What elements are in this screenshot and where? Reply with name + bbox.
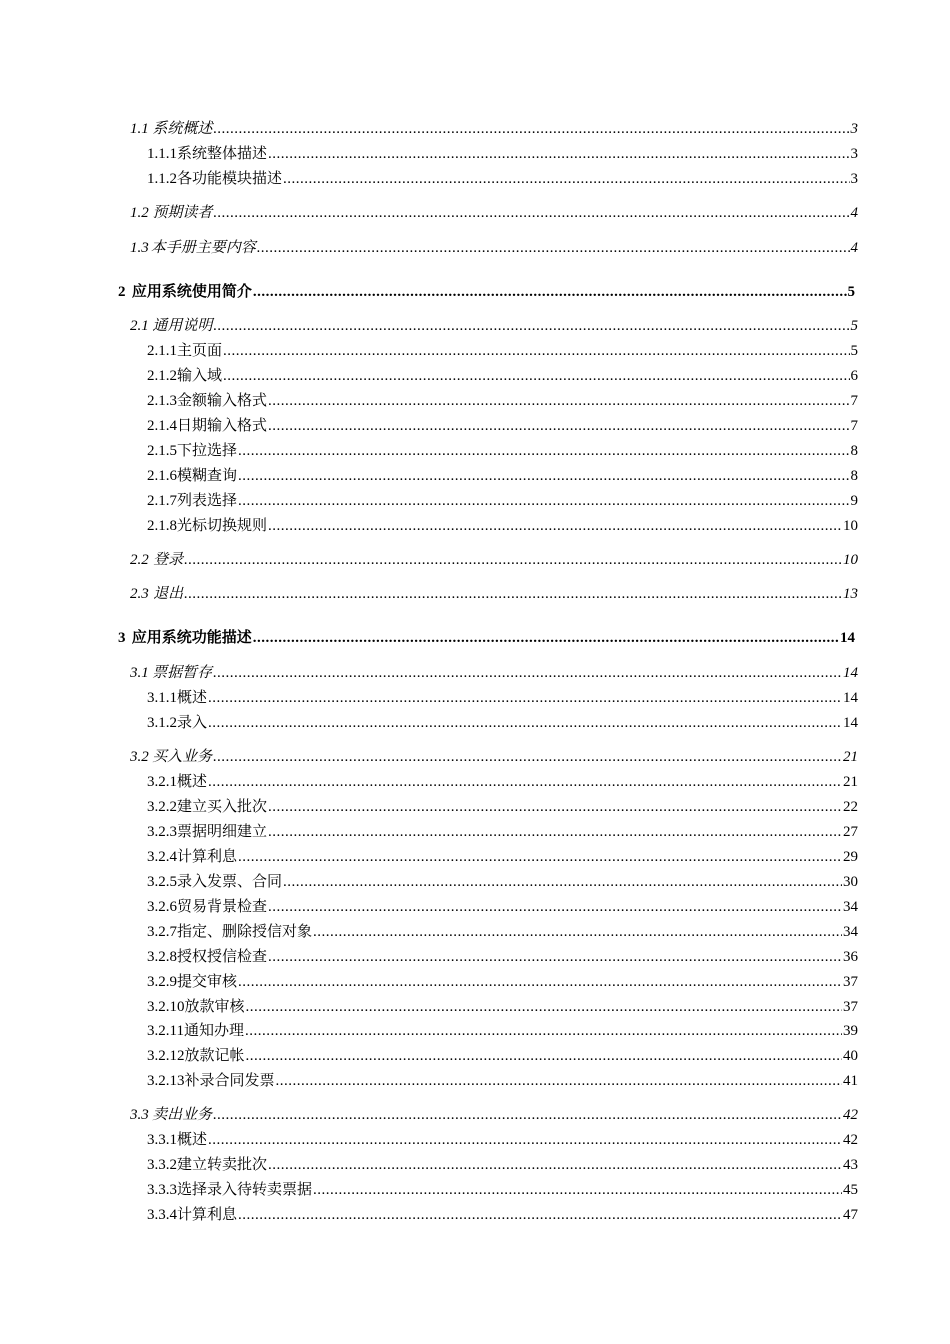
toc-entry[interactable] xyxy=(147,515,858,537)
toc-entry[interactable] xyxy=(130,662,858,684)
toc-entry[interactable] xyxy=(147,946,858,968)
toc-entry-number: 3.2.8 xyxy=(147,949,177,965)
toc-entry-title: 退出 xyxy=(153,586,184,602)
toc-entry-title: 提交审核 xyxy=(177,974,238,990)
toc-entry[interactable] xyxy=(147,771,858,793)
toc-entry-number: 3.3 xyxy=(130,1107,149,1123)
toc-entry-number: 3.2 xyxy=(130,749,149,765)
toc-entry-number: 3.3.3 xyxy=(147,1182,177,1198)
dot-leader xyxy=(313,921,842,943)
toc-entry-page-number: 3 xyxy=(850,121,858,137)
toc-entry-page-number: 27 xyxy=(843,824,858,840)
toc-entry-title: 票据明细建立 xyxy=(177,824,268,840)
dot-leader xyxy=(245,1020,842,1042)
toc-entry-title: 下拉选择 xyxy=(177,443,238,459)
toc-entry-page-number: 5 xyxy=(850,343,858,359)
toc-entry-number: 2.1.8 xyxy=(147,518,177,534)
dot-leader xyxy=(238,1204,842,1226)
toc-entry-page-number: 40 xyxy=(843,1048,858,1064)
dot-leader xyxy=(213,746,842,768)
dot-leader xyxy=(257,237,850,259)
dot-leader xyxy=(246,996,842,1018)
dot-leader xyxy=(213,662,842,684)
toc-entry-page-number: 34 xyxy=(843,899,858,915)
toc-entry-number: 3.2.3 xyxy=(147,824,177,840)
toc-entry-number: 2.1.6 xyxy=(147,468,177,484)
toc-entry-title: 选择录入待转卖票据 xyxy=(177,1182,313,1198)
toc-entry[interactable] xyxy=(130,315,858,337)
toc-entry-number: 3.2.2 xyxy=(147,799,177,815)
dot-leader xyxy=(208,1129,842,1151)
toc-entry-page-number: 21 xyxy=(843,774,858,790)
dot-leader xyxy=(223,340,849,362)
dot-leader xyxy=(238,846,842,868)
toc-entry-number: 2.1.4 xyxy=(147,418,177,434)
toc-entry-number: 3.2.4 xyxy=(147,849,177,865)
toc-entry-title: 预期读者 xyxy=(152,205,213,221)
toc-entry-number: 1.3 xyxy=(130,240,149,256)
toc-entry[interactable] xyxy=(147,796,858,818)
toc-entry-title: 通知办理 xyxy=(183,1023,244,1039)
toc-entry-page-number: 14 xyxy=(840,630,855,646)
dot-leader xyxy=(268,415,849,437)
toc-entry[interactable] xyxy=(147,687,858,709)
dot-leader xyxy=(208,771,842,793)
toc-entry-title: 日期输入格式 xyxy=(177,418,268,434)
toc-entry-title: 模糊查询 xyxy=(177,468,238,484)
toc-entry-title: 概述 xyxy=(177,1132,208,1148)
dot-leader xyxy=(238,971,842,993)
toc-entry[interactable] xyxy=(118,627,855,649)
toc-entry-number: 2.1.2 xyxy=(147,368,177,384)
dot-leader xyxy=(213,1104,842,1126)
dot-leader xyxy=(208,687,842,709)
toc-entry-page-number: 5 xyxy=(847,284,855,300)
dot-leader xyxy=(268,515,842,537)
toc-entry-number: 1.2 xyxy=(130,205,149,221)
toc-entry-page-number: 37 xyxy=(843,974,858,990)
toc-entry-title: 贸易背景检查 xyxy=(177,899,268,915)
toc-entry[interactable] xyxy=(147,168,858,190)
toc-entry-number: 1.1.2 xyxy=(147,171,177,187)
toc-entry-title: 概述 xyxy=(177,690,208,706)
dot-leader xyxy=(246,1045,842,1067)
toc-entry-title: 系统整体描述 xyxy=(177,146,268,162)
toc-entry-page-number: 36 xyxy=(843,949,858,965)
toc-entry[interactable] xyxy=(147,143,858,165)
toc-entry-number: 2.1.1 xyxy=(147,343,177,359)
dot-leader xyxy=(268,796,842,818)
toc-entry-page-number: 29 xyxy=(843,849,858,865)
toc-entry-number: 3.2.11 xyxy=(147,1023,184,1039)
dot-leader xyxy=(238,490,849,512)
dot-leader xyxy=(313,1179,842,1201)
toc-entry-title: 列表选择 xyxy=(177,493,238,509)
toc-entry-page-number: 7 xyxy=(850,393,858,409)
dot-leader xyxy=(268,1154,842,1176)
toc-entry-number: 3 xyxy=(118,630,126,646)
dot-leader xyxy=(213,118,849,140)
dot-leader xyxy=(268,390,849,412)
toc-entry-page-number: 45 xyxy=(843,1182,858,1198)
toc-entry[interactable] xyxy=(147,1179,858,1201)
toc-entry[interactable] xyxy=(130,746,858,768)
toc-entry-page-number: 9 xyxy=(850,493,858,509)
toc-entry-title: 金额输入格式 xyxy=(177,393,268,409)
dot-leader xyxy=(213,315,849,337)
toc-entry[interactable] xyxy=(147,440,858,462)
toc-entry-title: 各功能模块描述 xyxy=(177,171,283,187)
toc-entry[interactable] xyxy=(147,1154,858,1176)
toc-entry-title: 输入域 xyxy=(177,368,223,384)
toc-entry-title: 光标切换规则 xyxy=(177,518,268,534)
dot-leader xyxy=(238,465,849,487)
toc-entry-page-number: 41 xyxy=(843,1073,858,1089)
toc-entry-number: 2 xyxy=(118,284,126,300)
toc-entry[interactable] xyxy=(147,490,858,512)
toc-entry-title: 登录 xyxy=(153,552,184,568)
toc-entry[interactable] xyxy=(147,1070,858,1092)
dot-leader xyxy=(184,549,842,571)
toc-entry-title: 卖出业务 xyxy=(152,1107,213,1123)
dot-leader xyxy=(268,143,849,165)
dot-leader xyxy=(268,946,842,968)
toc-entry-page-number: 37 xyxy=(843,999,858,1015)
toc-entry-number: 2.1 xyxy=(130,318,149,334)
dot-leader xyxy=(268,896,842,918)
toc-entry-page-number: 13 xyxy=(843,586,858,602)
toc-entry-page-number: 8 xyxy=(850,468,858,484)
toc-entry-page-number: 7 xyxy=(850,418,858,434)
dot-leader xyxy=(184,583,842,605)
toc-entry[interactable] xyxy=(130,118,858,140)
toc-entry-number: 3.2.1 xyxy=(147,774,177,790)
toc-entry-page-number: 10 xyxy=(843,518,858,534)
toc-entry-page-number: 4 xyxy=(850,205,858,221)
toc-entry[interactable] xyxy=(147,465,858,487)
toc-entry-title: 应用系统功能描述 xyxy=(131,630,252,646)
toc-entry-number: 2.1.3 xyxy=(147,393,177,409)
toc-entry-page-number: 47 xyxy=(843,1207,858,1223)
toc-entry[interactable] xyxy=(147,846,858,868)
toc-entry-page-number: 30 xyxy=(843,874,858,890)
toc-entry[interactable] xyxy=(147,365,858,387)
toc-entry-page-number: 14 xyxy=(843,665,858,681)
dot-leader xyxy=(276,1070,842,1092)
toc-entry-title: 计算利息 xyxy=(177,849,238,865)
toc-entry-title: 录入发票、合同 xyxy=(177,874,283,890)
toc-entry-page-number: 3 xyxy=(850,146,858,162)
toc-entry-number: 2.1.5 xyxy=(147,443,177,459)
toc-entry-title: 本手册主要内容 xyxy=(150,240,256,256)
toc-entry-number: 3.2.7 xyxy=(147,924,177,940)
toc-entry[interactable] xyxy=(147,996,858,1018)
toc-entry[interactable] xyxy=(130,549,858,571)
toc-entry-title: 概述 xyxy=(177,774,208,790)
toc-entry-page-number: 5 xyxy=(850,318,858,334)
toc-entry-title: 录入 xyxy=(177,715,208,731)
toc-entry[interactable] xyxy=(147,971,858,993)
toc-entry[interactable] xyxy=(147,712,858,734)
toc-entry-page-number: 8 xyxy=(850,443,858,459)
toc-entry-number: 3.3.4 xyxy=(147,1207,177,1223)
toc-entry-page-number: 4 xyxy=(850,240,858,256)
toc-entry[interactable] xyxy=(130,583,858,605)
toc-entry-title: 补录合同发票 xyxy=(184,1073,275,1089)
toc-entry[interactable] xyxy=(147,1020,858,1042)
toc-entry-title: 建立转卖批次 xyxy=(177,1157,268,1173)
toc-entry[interactable] xyxy=(147,1204,858,1226)
dot-leader xyxy=(213,202,849,224)
toc-entry-page-number: 14 xyxy=(843,715,858,731)
toc-entry[interactable] xyxy=(130,202,858,224)
toc-entry-title: 建立买入批次 xyxy=(177,799,268,815)
toc-entry-number: 3.2.13 xyxy=(147,1073,185,1089)
toc-entry[interactable] xyxy=(147,1129,858,1151)
toc-entry-title: 通用说明 xyxy=(152,318,213,334)
toc-entry-page-number: 6 xyxy=(850,368,858,384)
toc-entry-page-number: 10 xyxy=(843,552,858,568)
toc-entry-number: 3.3.2 xyxy=(147,1157,177,1173)
dot-leader xyxy=(238,440,849,462)
toc-entry-number: 3.2.5 xyxy=(147,874,177,890)
toc-entry-page-number: 14 xyxy=(843,690,858,706)
toc-entry[interactable] xyxy=(147,1045,858,1067)
dot-leader xyxy=(253,281,847,303)
toc-entry-number: 2.2 xyxy=(130,552,149,568)
toc-entry-number: 1.1.1 xyxy=(147,146,177,162)
toc-entry-title: 计算利息 xyxy=(177,1207,238,1223)
toc-entry-page-number: 39 xyxy=(843,1023,858,1039)
toc-entry[interactable] xyxy=(147,871,858,893)
toc-entry-title: 票据暂存 xyxy=(152,665,213,681)
toc-entry[interactable] xyxy=(147,390,858,412)
toc-entry-number: 2.1.7 xyxy=(147,493,177,509)
dot-leader xyxy=(283,871,842,893)
toc-entry-number: 2.3 xyxy=(130,586,149,602)
toc-entry[interactable] xyxy=(118,281,855,303)
toc-entry-number: 3.2.12 xyxy=(147,1048,185,1064)
dot-leader xyxy=(223,365,849,387)
toc-entry-title: 授权授信检查 xyxy=(177,949,268,965)
toc-entry[interactable] xyxy=(130,1104,858,1126)
toc-entry-page-number: 43 xyxy=(843,1157,858,1173)
toc-entry[interactable] xyxy=(147,415,858,437)
toc-entry-number: 1.1 xyxy=(130,121,149,137)
toc-entry-page-number: 42 xyxy=(843,1132,858,1148)
dot-leader xyxy=(268,821,842,843)
toc-entry-title: 应用系统使用简介 xyxy=(131,284,252,300)
toc-entry-page-number: 34 xyxy=(843,924,858,940)
toc-entry-number: 3.2.6 xyxy=(147,899,177,915)
toc-entry-number: 3.1 xyxy=(130,665,149,681)
toc-entry-page-number: 22 xyxy=(843,799,858,815)
toc-entry-number: 3.2.9 xyxy=(147,974,177,990)
toc-entry[interactable] xyxy=(147,821,858,843)
toc-entry-title: 放款记帐 xyxy=(184,1048,245,1064)
toc-entry-number: 3.2.10 xyxy=(147,999,185,1015)
dot-leader xyxy=(283,168,849,190)
toc-entry-title: 主页面 xyxy=(177,343,223,359)
toc-entry-page-number: 42 xyxy=(843,1107,858,1123)
toc-entry-page-number: 3 xyxy=(850,171,858,187)
toc-entry-title: 指定、删除授信对象 xyxy=(177,924,313,940)
toc-entry[interactable] xyxy=(147,896,858,918)
toc-entry-number: 3.1.1 xyxy=(147,690,177,706)
toc-entry-number: 3.3.1 xyxy=(147,1132,177,1148)
toc-entry-title: 系统概述 xyxy=(152,121,213,137)
toc-entry-title: 买入业务 xyxy=(152,749,213,765)
toc-entry[interactable] xyxy=(147,340,858,362)
toc-entry-number: 3.1.2 xyxy=(147,715,177,731)
toc-entry-title: 放款审核 xyxy=(184,999,245,1015)
toc-entry[interactable] xyxy=(130,237,858,259)
toc-entry[interactable] xyxy=(147,921,858,943)
dot-leader xyxy=(208,712,842,734)
dot-leader xyxy=(253,627,839,649)
toc-entry-page-number: 21 xyxy=(843,749,858,765)
